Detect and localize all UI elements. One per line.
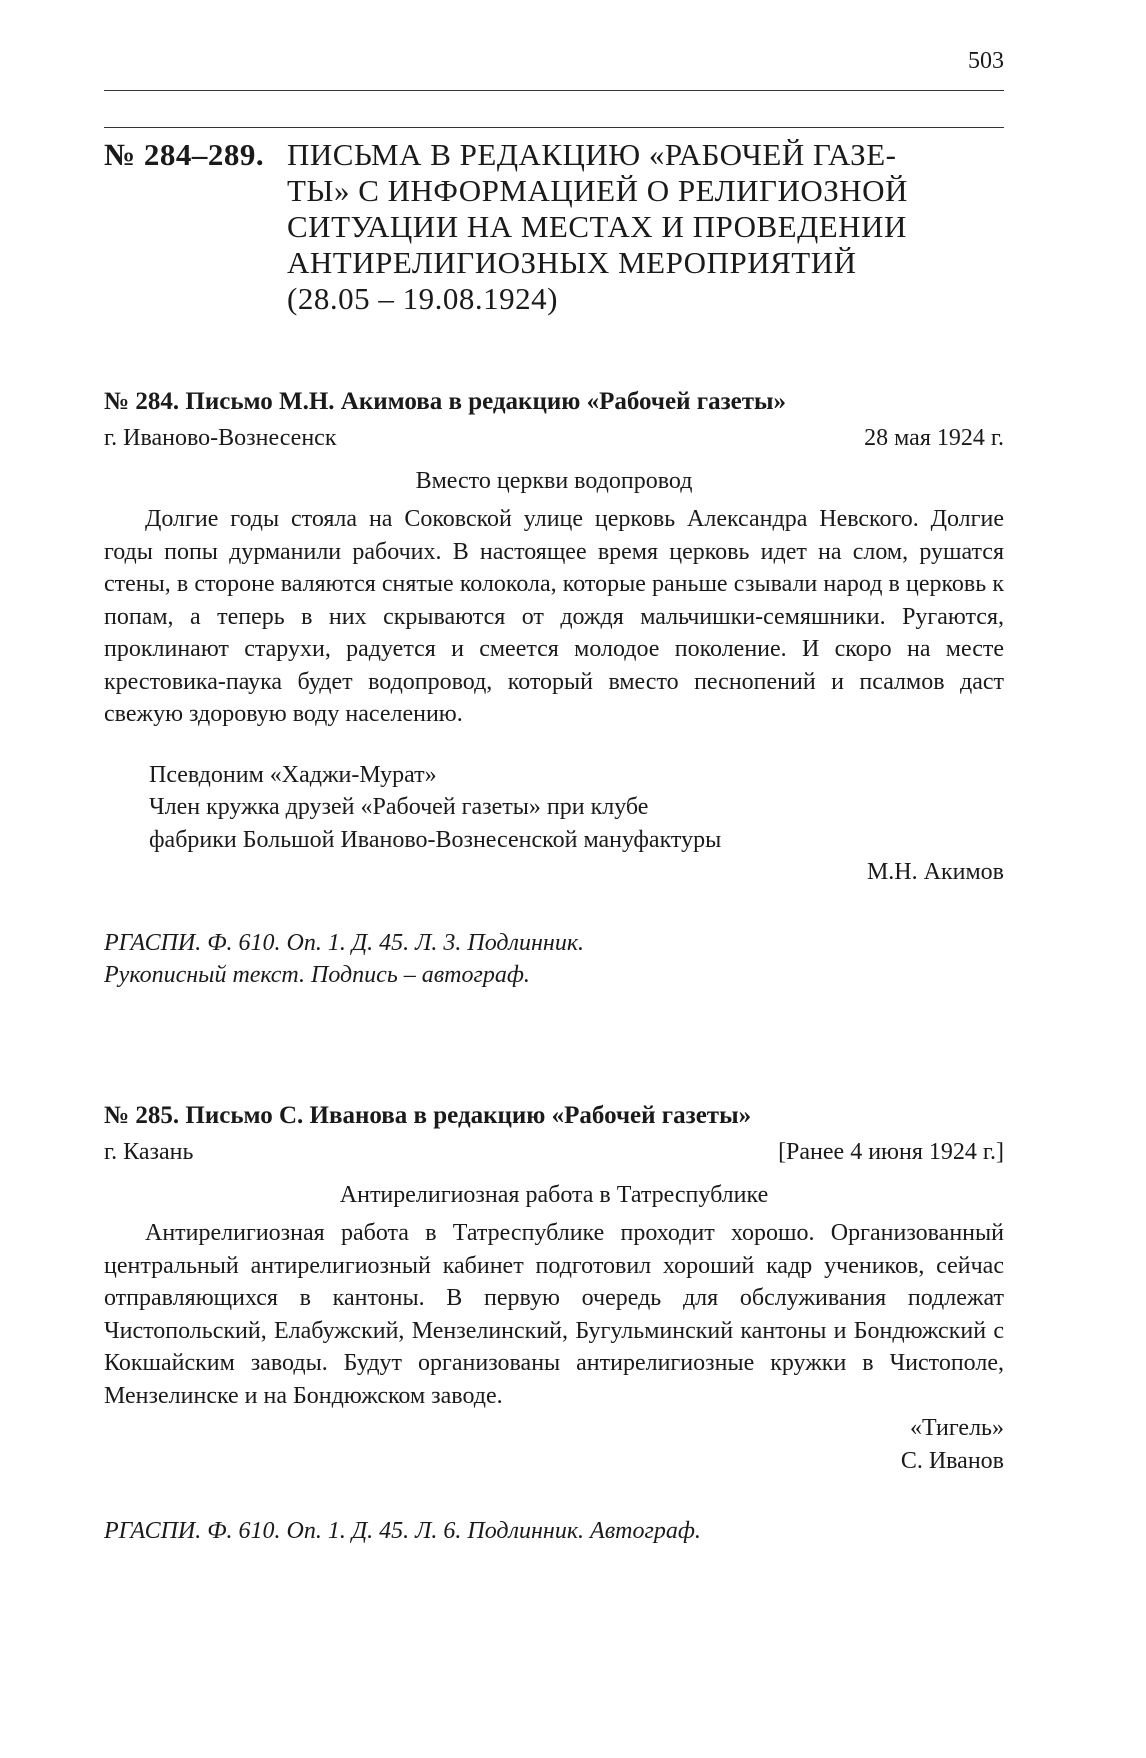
- signer-name: М.Н. Акимов: [866, 859, 1004, 885]
- document-285: [104, 1100, 1004, 1548]
- signature-line: фабрики Большой Иваново-Вознесенской мануфактуры: [149, 826, 722, 853]
- header-rule: [104, 90, 1004, 91]
- section-rule: [104, 127, 1004, 128]
- section-title: [287, 137, 1004, 317]
- document-place: г. Казань: [104, 1139, 194, 1165]
- document-284: [104, 386, 1004, 992]
- article-title: Вместо церкви водопровод: [415, 467, 693, 494]
- section-title-line: ПИСЬМА В РЕДАКЦИЮ «РАБОЧЕЙ ГАЗЕ-: [287, 137, 897, 172]
- section-title-line: СИТУАЦИИ НА МЕСТАХ И ПРОВЕДЕНИИ: [287, 209, 907, 244]
- pseudonym: «Тигель»: [909, 1415, 1004, 1441]
- source-line: РГАСПИ. Ф. 610. Оп. 1. Д. 45. Л. 3. Подлинник.: [104, 929, 585, 956]
- document-page: [104, 0, 1004, 1758]
- document-title: № 284. Письмо М.Н. Акимова в редакцию «Рабочей газеты»: [104, 388, 787, 415]
- signer-name: С. Иванов: [900, 1447, 1004, 1474]
- signature-line: Псевдоним «Хаджи-Мурат»: [149, 761, 437, 788]
- signature-line: Член кружка друзей «Рабочей газеты» при клубе: [149, 794, 649, 820]
- section-number: № 284–289.: [104, 137, 265, 172]
- signature-block: [104, 759, 1004, 857]
- page-number: 503: [968, 48, 1004, 74]
- document-title: № 285. Письмо С. Иванова в редакцию «Рабочей газеты»: [104, 1102, 752, 1129]
- archival-source: [104, 1515, 1004, 1548]
- document-meta: [104, 422, 1004, 455]
- source-line: Рукописный текст. Подпись – автограф.: [104, 962, 530, 988]
- document-body: Долгие годы стояла на Соковской улице церковь Александра Невского. Долгие годы попы дурманили рабочих. В настоящее время церковь идет на слом, рушатся стены, в стороне валяются снятые колокола, которые раньше сзывали народ в церковь к попам, а теперь в них скрываются от дождя мальчишки-семяшники. Ругаются, проклинают старухи, радуется и смеется молодое поколение. И скоро на месте крестовика-паука будет водопровод, который вместо песнопений и псалмов даст свежую здоровую воду населению.: [104, 506, 1004, 727]
- section-heading: [104, 137, 1004, 317]
- section-title-line: ТЫ» С ИНФОРМАЦИЕЙ О РЕЛИГИОЗНОЙ: [287, 173, 908, 208]
- archival-source: [104, 927, 1004, 992]
- document-body: Антирелигиозная работа в Татреспублике проходит хорошо. Организованный центральный антирелигиозный кабинет подготовил хороший кадр учеников, сейчас отправляющихся в кантоны. В первую очередь для обслуживания подлежат Чистопольский, Елабужский, Мензелинский, Бугульминский кантоны и Бондюжский с Кокшайским заводы. Будут организованы антирелигиозные кружки в Чистополе, Мензелинске и на Бондюжском заводе.: [104, 1220, 1004, 1409]
- article-title: Антирелигиозная работа в Татреспублике: [339, 1181, 769, 1208]
- document-date: 28 мая 1924 г.: [864, 425, 1004, 451]
- document-place: г. Иваново-Вознесенск: [104, 425, 337, 451]
- section-title-line: АНТИРЕЛИГИОЗНЫХ МЕРОПРИЯТИЙ: [287, 245, 857, 280]
- source-line: РГАСПИ. Ф. 610. Оп. 1. Д. 45. Л. 6. Подлинник. Автограф.: [104, 1518, 701, 1544]
- section-title-line: (28.05 – 19.08.1924): [287, 281, 558, 316]
- document-meta: [104, 1136, 1004, 1169]
- document-date: [Ранее 4 июня 1924 г.]: [778, 1139, 1004, 1165]
